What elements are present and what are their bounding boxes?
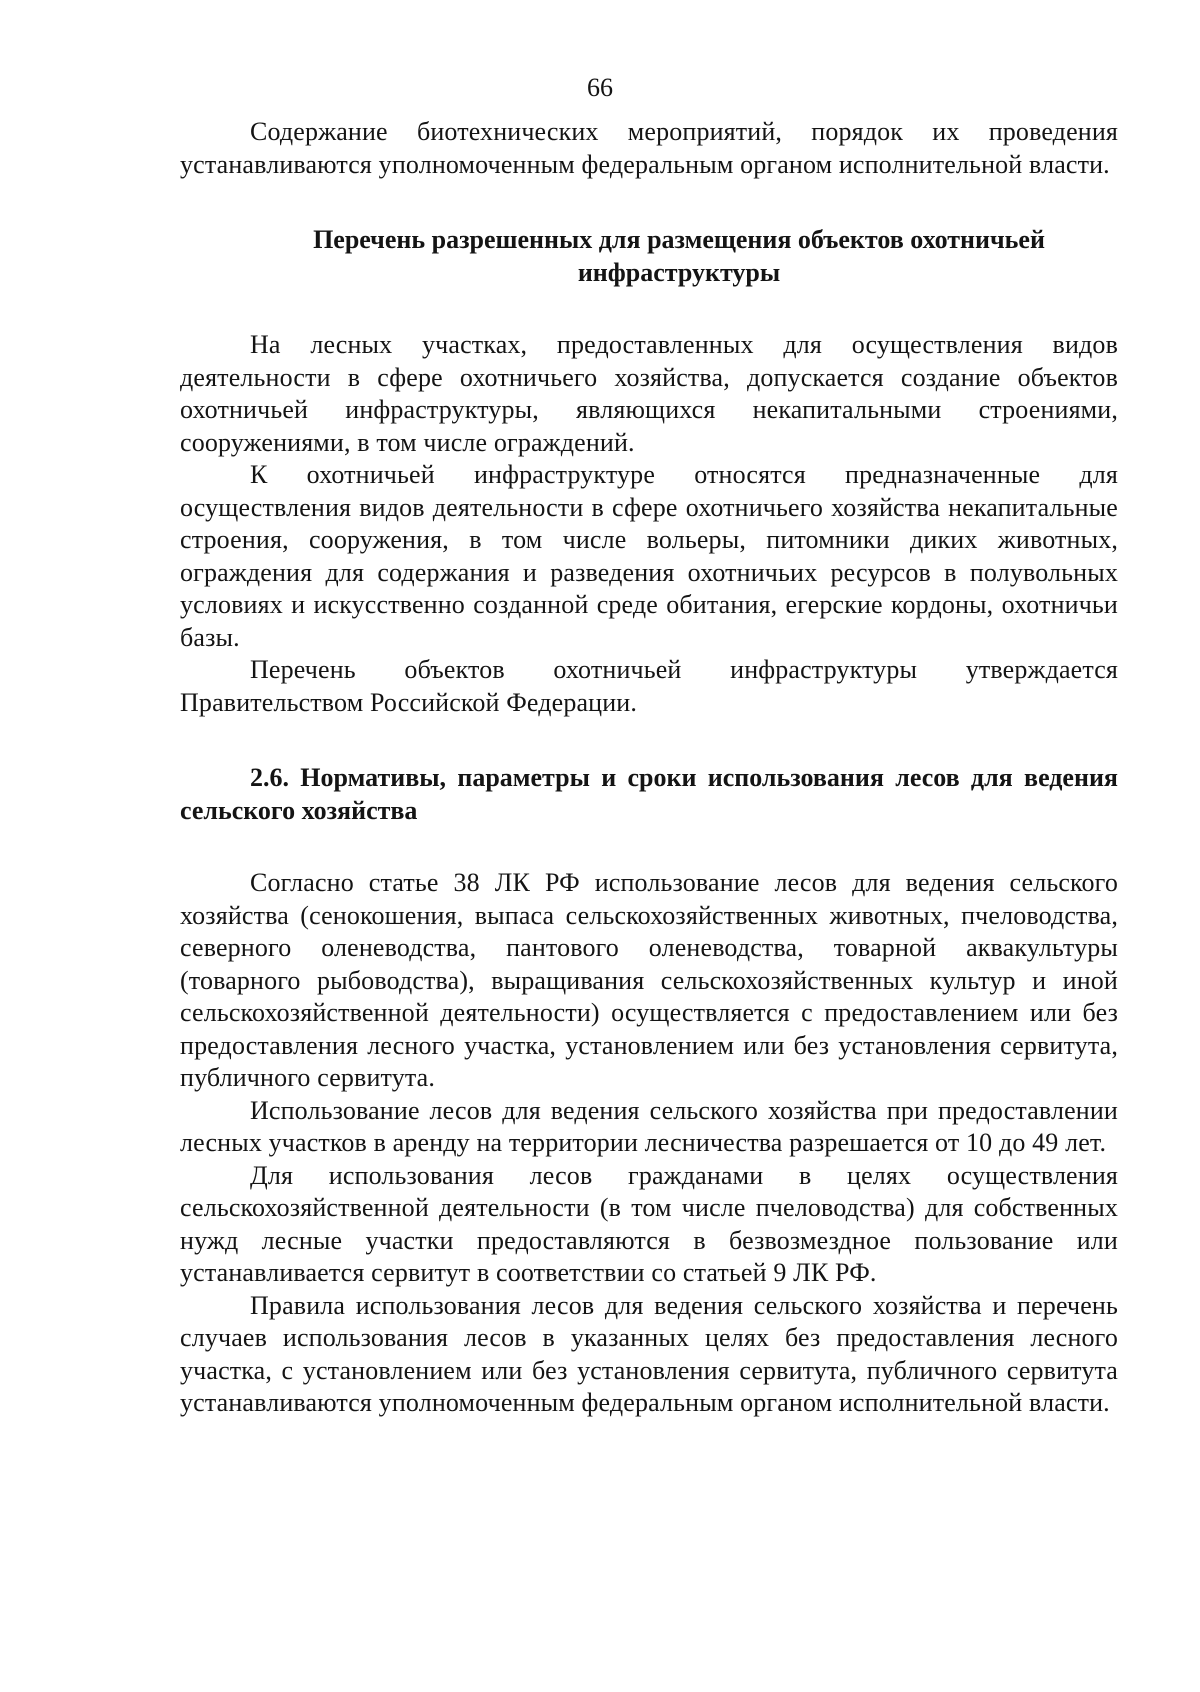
- intro-paragraph: Содержание биотехнических мероприятий, порядок их проведения устанавливаются уполномоченным федеральным органом исполнительной власти.: [180, 117, 1118, 179]
- spacer: [180, 289, 1118, 329]
- section-2-6-paragraph-1: Согласно статье 38 ЛК РФ использование лесов для ведения сельского хозяйства (сенокошения, выпаса сельскохозяйственных животных, пчеловодства, северного оленеводства, пантового оленеводства, товарной аквакультуры (товарного рыбоводства), выращивания сельскохозяйственных культур и иной сельскохозяйственной деятельности) осуществляется с предоставлением или без предоставления лесного участка, установлением или без установления сервитута, публичного сервитута.: [180, 868, 1118, 1092]
- infrastructure-paragraph-2: К охотничьей инфраструктуре относятся предназначенные для осуществления видов деятельности в сфере охотничьего хозяйства некапитальные строения, сооружения, в том числе вольеры, питомники диких животных, ограждения для содержания и разведения охотничьих ресурсов в полувольных условиях и искусственно созданной среде обитания, егерские кордоны, охотничьи базы.: [180, 460, 1118, 652]
- section-2-6-paragraph-3: Для использования лесов гражданами в целях осуществления сельскохозяйственной деятельности (в том числе пчеловодства) для собственных нужд лесные участки предоставляются в безвозмездное пользование или устанавливается сервитут в соответствии со статьей 9 ЛК РФ.: [180, 1160, 1118, 1287]
- section-2-6-paragraph-2: Использование лесов для ведения сельского хозяйства при предоставлении лесных участков в аренду на территории лесничества разрешается от 10 до 49 лет.: [180, 1095, 1118, 1157]
- heading-infrastructure: Перечень разрешенных для размещения объектов охотничьей инфраструктуры: [313, 225, 1045, 287]
- spacer: [180, 719, 1118, 761]
- heading-section-2-6: 2.6. Нормативы, параметры и сроки использования лесов для ведения сельского хозяйства: [180, 763, 1118, 825]
- infrastructure-paragraph-1: На лесных участках, предоставленных для осуществления видов деятельности в сфере охотничьего хозяйства, допускается создание объектов охотничьей инфраструктуры, являющихся некапитальными строениями, сооружениями, в том числе ограждений.: [180, 330, 1118, 457]
- infrastructure-paragraph-3: Перечень объектов охотничьей инфраструктуры утверждается Правительством Российской Федерации.: [180, 655, 1118, 717]
- spacer: [180, 181, 1118, 223]
- spacer: [180, 827, 1118, 867]
- page-number: 66: [587, 73, 613, 102]
- page-content: [180, 116, 1118, 1420]
- section-2-6-paragraph-4: Правила использования лесов для ведения сельского хозяйства и перечень случаев использования лесов в указанных целях без предоставления лесного участка, с установлением или без установления сервитута, публичного сервитута устанавливаются уполномоченным федеральным органом исполнительной власти.: [180, 1290, 1118, 1417]
